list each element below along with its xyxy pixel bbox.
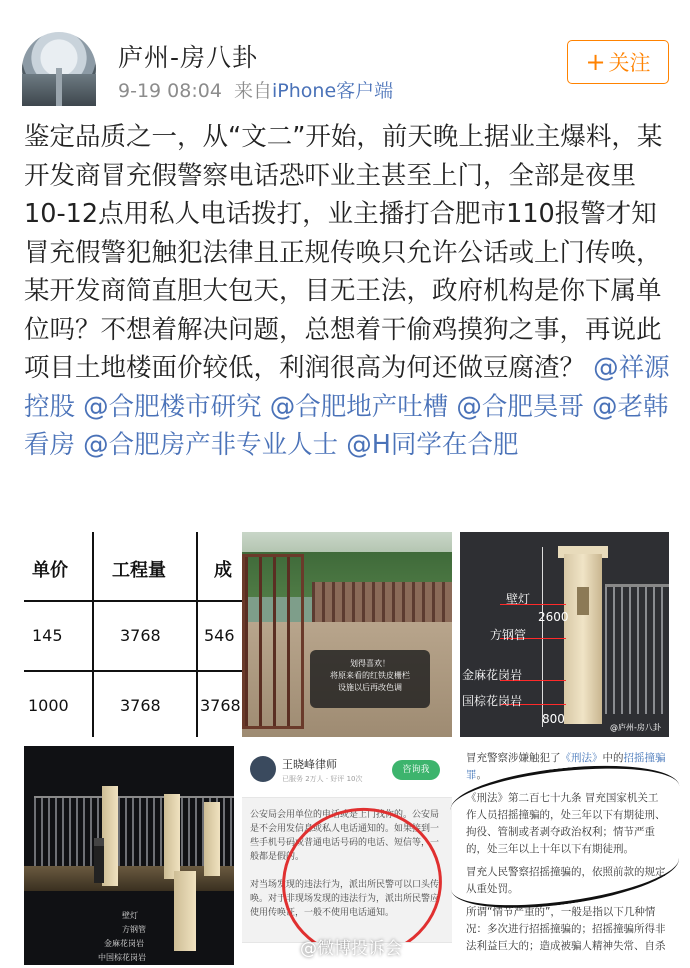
mention-link[interactable]: @合肥房产非专业人士 <box>83 430 339 460</box>
source-link[interactable]: iPhone客户端 <box>272 80 394 102</box>
table-cell: 145 <box>32 626 63 645</box>
render-label: 国棕花岗岩 <box>462 694 523 708</box>
pillar <box>564 554 602 724</box>
render-label: 2600 <box>538 610 569 624</box>
render-label: 金麻花岗岩 <box>462 668 523 682</box>
pillar <box>204 802 220 876</box>
table-header: 单价 <box>32 560 68 581</box>
pillar <box>164 794 180 879</box>
username[interactable]: 庐州-房八卦 <box>118 43 259 72</box>
table-cell: 546 <box>204 626 235 645</box>
law-link: 招摇撞骗罪 <box>466 752 666 781</box>
person-figure <box>94 838 104 883</box>
mention-link[interactable]: @H同学在合肥 <box>346 430 519 460</box>
article-body: 公安局会用单位的电话或是上门找你的。公安局是不会用发信息或私人电话通知的。如果接到一些手机号码或普通电话号码的电话、短信等，一般都是假的。 对当场发现的违法行为，派出所民警可以口头传唤。对于非现场发现的违法行为，派出所民警应使用传唤证，一般不使用电话通知。 <box>250 810 440 918</box>
image-fence-render[interactable] <box>24 746 234 965</box>
table-divider <box>24 670 264 672</box>
photo-fence-back <box>312 582 452 622</box>
render-label: 金麻花岗岩 <box>104 939 144 948</box>
render-label: 壁灯 <box>506 592 531 606</box>
table-divider <box>196 532 198 737</box>
law-paragraph: 。 <box>476 769 487 781</box>
post-meta <box>118 76 393 103</box>
image-fence-photo[interactable] <box>242 532 452 737</box>
mention-link[interactable]: @合肥昊哥 <box>456 391 584 422</box>
render-label: 800 <box>542 712 565 726</box>
wall-lamp-icon <box>577 587 589 615</box>
table-cell: 3768 <box>120 626 161 645</box>
mention-link[interactable]: @合肥楼市研究 <box>83 391 262 422</box>
law-paragraph: 《刑法》第二百七十九条 冒充国家机关工作人员招摇撞骗的，处三年以下有期徒刑、拘役、管制或者剥夺政治权利；情节严重的，处三年以上十年以下有期徒刑。 <box>466 792 666 855</box>
post-header <box>0 0 690 118</box>
law-paragraph: 中的 <box>602 752 624 764</box>
render-base <box>24 866 234 891</box>
table-header: 成 <box>214 560 232 581</box>
follow-button[interactable] <box>567 40 669 84</box>
image-pillar-render[interactable] <box>460 532 669 737</box>
render-rail <box>605 584 669 714</box>
image-table[interactable] <box>24 532 241 737</box>
source-prefix: 来自 <box>234 80 273 102</box>
image-law-text[interactable] <box>460 746 669 965</box>
post-text <box>24 118 674 465</box>
law-paragraph: 冒充人民警察招摇撞骗的，依照前款的规定从重处罚。 <box>466 866 666 895</box>
image-grid <box>24 532 669 965</box>
law-paragraph: 冒充警察涉嫌触犯了 <box>466 752 561 764</box>
photo-comment-bubble: 划得喜欢！ 将原来看的红铁皮栅栏 设施以后再改色调 <box>310 650 430 708</box>
mention-link[interactable]: @合肥地产吐槽 <box>269 391 449 422</box>
render-label: 中国棕花岗岩 <box>98 953 146 962</box>
plus-icon: + <box>585 48 606 76</box>
table-cell: 1000 <box>28 696 69 715</box>
table-cell: 3768 <box>200 696 241 715</box>
law-paragraph: 所谓“情节严重的”，一般是指以下几种情况：多次进行招摇撞骗的；招摇撞骗所得非法利益巨大的；造成被骗人精神失常、自杀 <box>466 906 666 952</box>
avatar[interactable] <box>22 32 96 106</box>
pillar-detail <box>174 871 196 951</box>
table-divider <box>92 532 94 737</box>
post-time: 9-19 08:04 <box>118 80 222 102</box>
mention-link[interactable]: @祥源控股 <box>24 353 670 422</box>
article-author: 王晓峰律师 <box>282 758 337 771</box>
dimension-line <box>542 547 543 727</box>
render-label: 方钢管 <box>122 925 146 934</box>
watermark: @微博投诉会 <box>300 939 402 959</box>
follow-label: 关注 <box>608 51 651 75</box>
mention-link[interactable]: @老韩看房 <box>24 391 669 460</box>
table-divider <box>24 600 264 602</box>
photo-fence-gate <box>242 554 304 729</box>
render-credit: @庐州-房八卦 <box>610 723 661 732</box>
article-header <box>242 746 452 798</box>
table-cell: 3768 <box>120 696 161 715</box>
post-body: 鉴定品质之一，从“文二”开始，前天晚上据业主爆料，某开发商冒充假警察电话恐吓业主甚至上门，全部是夜里10-12点用私人电话拨打，业主播打合肥市110报警才知冒充假警犯触犯法律且正规传唤只允许公话或上门传唤，某开发商简直胆大包天，目无王法，政府机构是你下属单位吗？不想着解决问题，总想着干偷鸡摸狗之事，再说此项目土地楼面价较低，利润很高为何还做豆腐渣？ <box>24 122 663 383</box>
consult-button: 咨询我 <box>392 760 440 780</box>
avatar <box>250 756 276 782</box>
render-label: 壁灯 <box>122 911 138 920</box>
article-author-stats: 已服务 2万人 · 好评 10次 <box>282 775 363 783</box>
table-header: 工程量 <box>112 560 166 581</box>
render-label: 方钢管 <box>490 628 527 642</box>
pillar <box>102 786 118 886</box>
image-lawyer-article[interactable] <box>242 746 452 965</box>
price-table <box>24 532 264 737</box>
law-link: 《刑法》 <box>560 752 603 764</box>
